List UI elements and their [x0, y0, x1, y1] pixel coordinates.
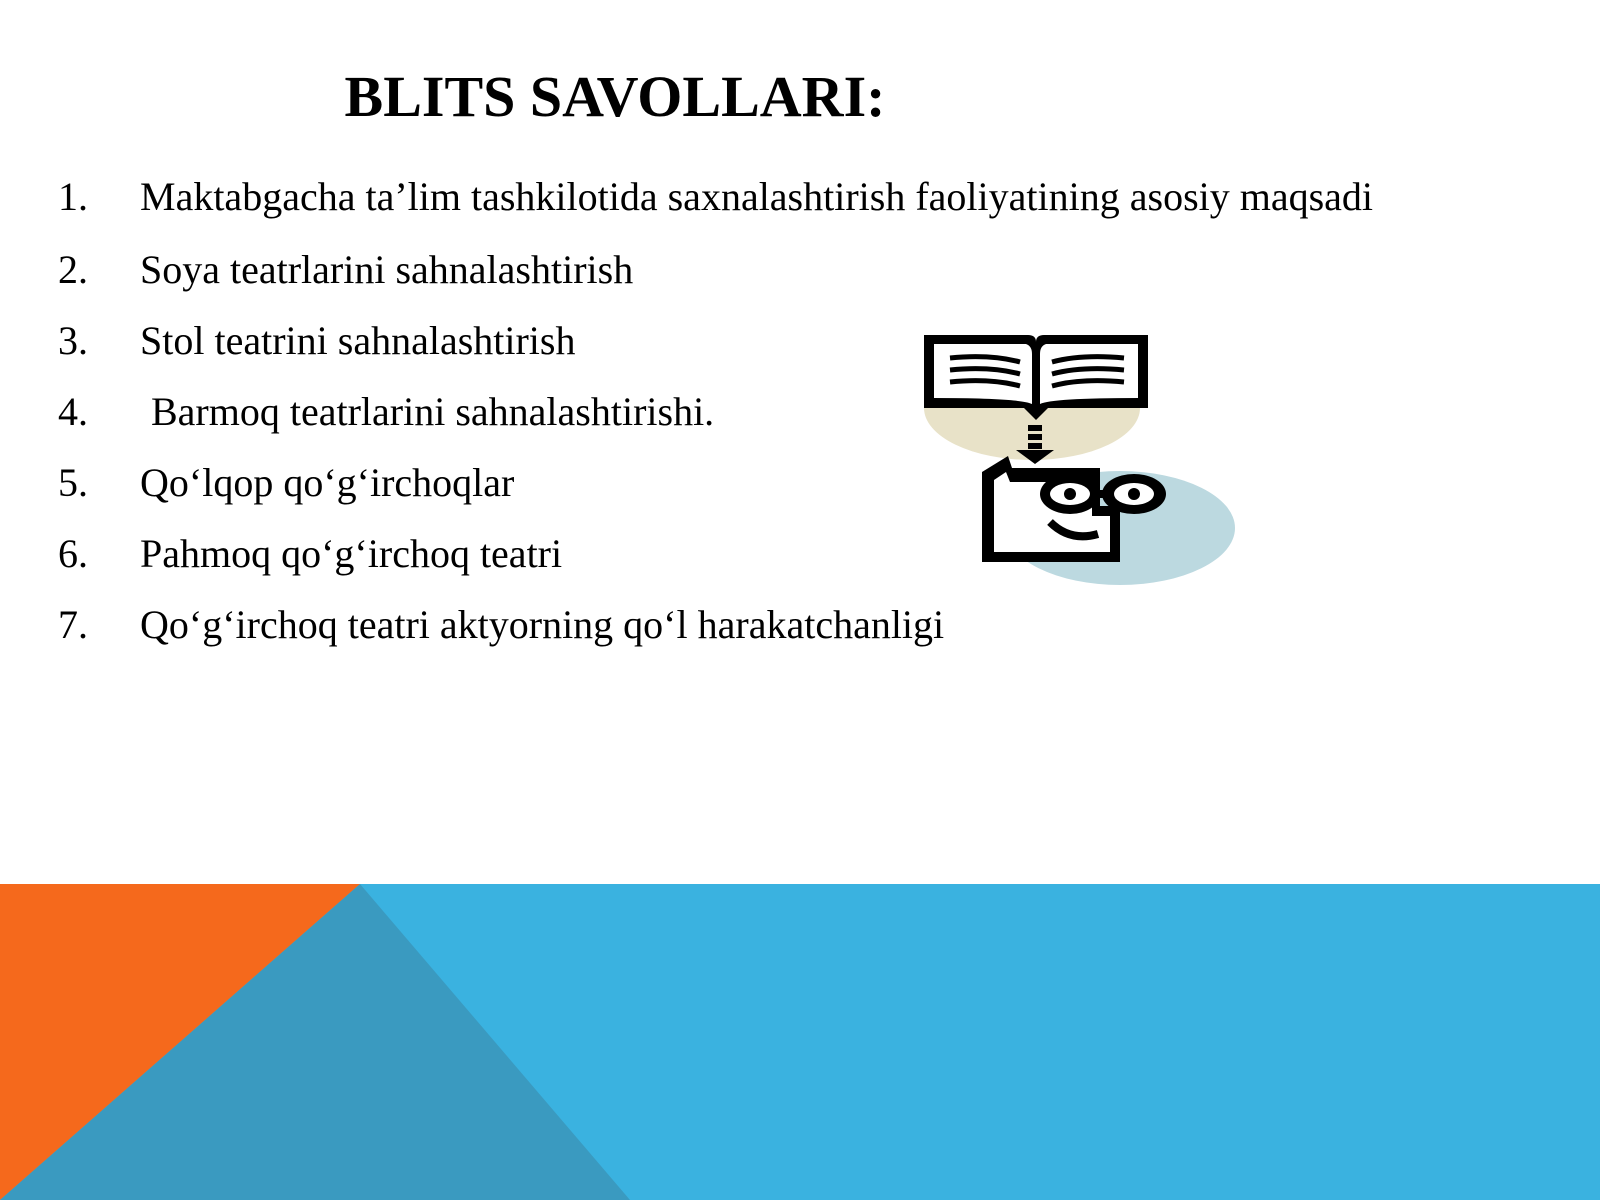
- list-item-number: 4.: [58, 389, 88, 434]
- list-item: [58, 243, 1408, 296]
- list-item-text: Pahmoq qo‘g‘irchoq teatri: [140, 531, 563, 576]
- list-item: [58, 598, 1408, 651]
- list-item-number: 3.: [58, 318, 88, 363]
- footer-decoration: [0, 884, 1600, 1200]
- list-item-text: Soya teatrlarini sahnalashtirish: [140, 247, 634, 292]
- open-book-icon: [924, 335, 1148, 420]
- slide-title: BLITS SAVOLLARI:: [344, 64, 886, 129]
- list-item-number: 7.: [58, 602, 88, 647]
- list-item-number: 2.: [58, 247, 88, 292]
- list-item-text: Barmoq teatrlarini sahnalashtirishi.: [151, 389, 715, 434]
- book-to-reader-icon: [920, 330, 1240, 600]
- list-item-text: Maktabgacha ta’lim tashkilotida saxnalashtirish faoliyatining asosiy maqsadi: [140, 174, 1374, 219]
- list-item-text: Qo‘lqop qo‘g‘irchoqlar: [140, 460, 515, 505]
- list-item-text: Qo‘g‘irchoq teatri aktyorning qo‘l harakatchanligi: [140, 602, 945, 647]
- list-item-number: 6.: [58, 531, 88, 576]
- list-item: [58, 170, 1408, 223]
- list-item-number: 5.: [58, 460, 88, 505]
- list-item-number: 1.: [58, 174, 88, 219]
- list-item-text: Stol teatrini sahnalashtirish: [140, 318, 576, 363]
